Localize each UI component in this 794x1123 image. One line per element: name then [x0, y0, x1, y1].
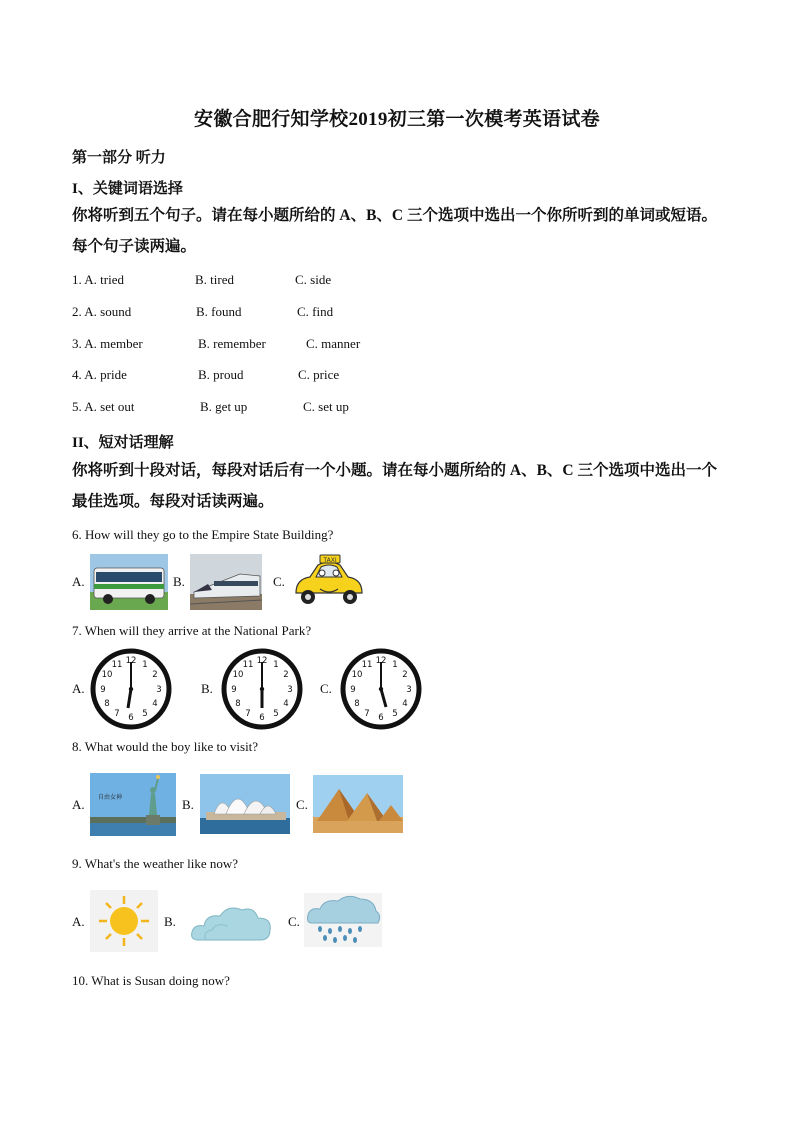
rain-cloud-icon	[304, 893, 382, 947]
statue-of-liberty-image	[90, 773, 176, 836]
svg-text:1: 1	[392, 660, 398, 670]
option-label-b: B.	[201, 681, 213, 696]
pyramids-image	[313, 775, 403, 833]
svg-text:10: 10	[232, 670, 244, 680]
svg-text:2: 2	[152, 670, 158, 680]
svg-text:自由女神: 自由女神	[98, 794, 123, 801]
svg-text:6: 6	[259, 713, 265, 723]
question-7: 7. When will they arrive at the National Park?	[72, 623, 312, 638]
clock-icon	[90, 648, 172, 730]
svg-text:9: 9	[350, 685, 356, 695]
part-heading: 第一部分 听力	[72, 150, 166, 166]
svg-text:11: 11	[361, 660, 373, 670]
section2-heading: II、短对话理解	[72, 435, 174, 451]
svg-text:7: 7	[245, 709, 251, 719]
section1-instruction: 你将听到五个句子。请在每小题所给的 A、B、C 三个选项中选出一个你所听到的单词或短语。每个句子读两遍。	[72, 207, 717, 255]
question-9: 9. What's the weather like now?	[72, 856, 238, 871]
svg-text:8: 8	[354, 699, 360, 709]
svg-text:9: 9	[100, 685, 106, 695]
section1-heading: I、关键词语选择	[72, 181, 183, 197]
svg-text:10: 10	[101, 670, 113, 680]
clock-icon	[221, 648, 303, 730]
page-title: 安徽合肥行知学校2019初三第一次模考英语试卷	[194, 109, 600, 130]
train-image	[190, 554, 262, 610]
option-label-b: B.	[173, 574, 185, 589]
svg-text:4: 4	[283, 699, 289, 709]
svg-text:5: 5	[392, 709, 398, 719]
option-label-b: B.	[164, 914, 176, 929]
svg-text:4: 4	[402, 699, 408, 709]
clock-icon	[340, 648, 422, 730]
svg-text:8: 8	[104, 699, 110, 709]
svg-text:12: 12	[125, 656, 137, 666]
svg-text:11: 11	[111, 660, 123, 670]
option-label-c: C.	[273, 574, 285, 589]
option-label-c: C.	[320, 681, 332, 696]
svg-text:5: 5	[142, 709, 148, 719]
question-6: 6. How will they go to the Empire State Building?	[72, 527, 334, 542]
exam-page: 安徽合肥行知学校2019初三第一次模考英语试卷 第一部分 听力 I、关键词语选择 你将听到五个句子。请在每小题所给的 A、B、C 三个选项中选出一个你所听到的单词或短语。每个句子读两遍。 1. A. tried B. tired C. side 2. A. sound B. found C. find 3. A. member B. remember C. manner 4. A. pride B. proud C. price 5. A. set out B. get up C. set up II、短对话理解 你将听到十段对话，每段对话后有一个小题。请在每小题所给的 A、B、C 三个选项中选出一个最佳选项。每段对话读两遍。 6. How will they go to the Empire State Building? A. B. C. TAXI 7. When will they arrive at the National Park? A. 12 1 2 3 4 5 6 7 8 9 10 11 B. 12 1 2 3 4 5 6 7 8 9 10 11 C. 12 1 2 3 4 5 6 7 8 9 10 11 8. What would the boy like to visit? A. 自由女神 B. C. 9. What's the weather like now? A. B. C. 10. What is Susan doing now?	[0, 0, 794, 1123]
svg-text:3: 3	[156, 685, 162, 695]
svg-text:TAXI: TAXI	[323, 557, 337, 564]
svg-text:6: 6	[378, 713, 384, 723]
sun-icon	[90, 890, 158, 952]
section2-instruction: 你将听到十段对话，每段对话后有一个小题。请在每小题所给的 A、B、C 三个选项中选出一个最佳选项。每段对话读两遍。	[72, 462, 717, 510]
bus-image	[90, 554, 168, 610]
sydney-opera-house-image	[200, 774, 290, 834]
option-label-c: C.	[296, 797, 308, 812]
svg-text:3: 3	[287, 685, 293, 695]
cloud-icon	[188, 896, 274, 946]
option-label-a: A.	[72, 681, 85, 696]
svg-text:12: 12	[256, 656, 268, 666]
svg-text:2: 2	[283, 670, 289, 680]
svg-text:4: 4	[152, 699, 158, 709]
svg-text:9: 9	[231, 685, 237, 695]
svg-text:1: 1	[273, 660, 279, 670]
taxi-image	[290, 553, 368, 611]
svg-text:11: 11	[242, 660, 254, 670]
svg-text:8: 8	[235, 699, 241, 709]
svg-text:2: 2	[402, 670, 408, 680]
svg-text:1: 1	[142, 660, 148, 670]
svg-text:10: 10	[351, 670, 363, 680]
question-8: 8. What would the boy like to visit?	[72, 739, 259, 754]
question-10: 10. What is Susan doing now?	[72, 973, 230, 988]
svg-text:7: 7	[114, 709, 120, 719]
svg-text:7: 7	[364, 709, 370, 719]
svg-text:5: 5	[273, 709, 279, 719]
option-label-a: A.	[72, 797, 85, 812]
option-label-b: B.	[182, 797, 194, 812]
svg-text:6: 6	[128, 713, 134, 723]
option-label-a: A.	[72, 574, 85, 589]
option-label-c: C.	[288, 914, 300, 929]
option-label-a: A.	[72, 914, 85, 929]
svg-text:3: 3	[406, 685, 412, 695]
svg-text:12: 12	[375, 656, 387, 666]
